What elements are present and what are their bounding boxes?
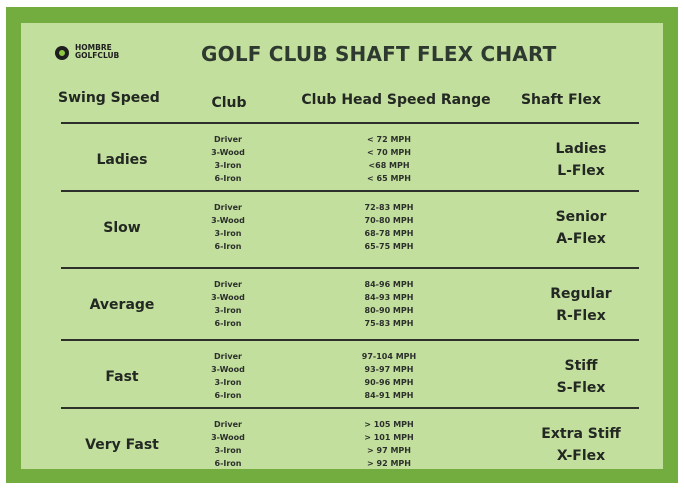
speed-range: 84-91 MPH [364,390,414,400]
table-row [61,192,639,264]
header-club: Club [211,95,247,111]
club-name: 6-Iron [214,318,242,328]
flex-code: A-Flex [556,231,606,247]
speed-range: < 65 MPH [367,173,411,183]
speed-range: 72-83 MPH [364,203,414,213]
brand-line-1: HOMBRE [75,43,112,52]
club-name: 3-Iron [214,229,242,238]
speed-range: > 105 MPH [364,420,414,430]
flex-name: Ladies [555,141,607,157]
club-name: Driver [214,420,242,430]
speed-range: <68 MPH [368,161,410,170]
speed-range: > 92 MPH [367,458,411,468]
flex-code: S-Flex [556,380,606,396]
club-list [197,269,259,341]
speed-range-list [339,409,439,481]
club-name: 3-Iron [214,446,242,455]
speed-range: < 72 MPH [367,135,411,145]
speed-range: 93-97 MPH [364,365,414,375]
brand-line-2: GOLFCLUB [75,51,120,60]
swing-speed-cell: Slow [103,220,141,236]
club-name: 3-Iron [214,378,242,387]
swing-speed-cell: Average [89,297,155,313]
club-list [197,409,259,481]
club-name: Driver [214,203,242,213]
speed-range: 97-104 MPH [361,352,417,362]
club-name: 6-Iron [214,173,242,183]
speed-range: 75-83 MPH [364,318,414,328]
speed-range: 84-96 MPH [364,280,414,290]
speed-range: 68-78 MPH [364,229,414,238]
speed-range: 70-80 MPH [364,216,414,226]
shaft-flex-cell [511,341,651,413]
speed-range: 80-90 MPH [364,306,414,315]
club-name: 3-Wood [211,148,245,158]
club-name: 3-Wood [211,365,245,375]
club-name: 6-Iron [214,458,242,468]
club-list [197,124,259,196]
swing-speed-cell: Very Fast [85,437,159,453]
club-name: 3-Wood [211,293,245,303]
speed-range-list [339,341,439,413]
shaft-flex-cell [511,269,651,341]
header-speed-range: Club Head Speed Range [301,92,491,108]
club-name: 3-Iron [214,306,242,315]
shaft-flex-cell [511,192,651,264]
flex-name: Extra Stiff [541,426,621,442]
club-name: 3-Iron [214,161,242,170]
club-name: 3-Wood [211,433,245,443]
club-list [197,341,259,413]
flex-name: Senior [555,209,607,225]
speed-range-list [339,269,439,341]
flex-code: L-Flex [557,163,605,179]
chart-frame [6,7,678,483]
flex-name: Regular [550,286,612,302]
speed-range: < 70 MPH [367,148,411,158]
table-row [61,409,639,481]
brand-name [75,44,135,60]
table-row [61,269,639,341]
club-list [197,192,259,264]
club-name: 6-Iron [214,390,242,400]
shaft-flex-cell [511,124,651,196]
flex-code: R-Flex [556,308,606,324]
club-name: Driver [214,352,242,362]
table-row [61,341,639,413]
speed-range-list [339,192,439,264]
header-swing-speed: Swing Speed [58,90,160,106]
speed-range: 84-93 MPH [364,293,414,303]
club-name: 6-Iron [214,241,242,251]
shaft-flex-cell [511,409,651,481]
club-name: Driver [214,135,242,145]
header-shaft-flex: Shaft Flex [520,92,602,108]
flex-name: Stiff [564,358,598,374]
club-name: 3-Wood [211,216,245,226]
speed-range: > 97 MPH [367,446,411,455]
speed-range: > 101 MPH [364,433,414,443]
ring-logo-icon [55,46,69,60]
club-name: Driver [214,280,242,290]
speed-range: 90-96 MPH [364,378,414,387]
page-title: GOLF CLUB SHAFT FLEX CHART [201,42,557,66]
table-row [61,124,639,196]
flex-code: X-Flex [556,448,606,464]
swing-speed-cell: Fast [105,369,139,385]
speed-range-list [339,124,439,196]
speed-range: 65-75 MPH [364,241,414,251]
swing-speed-cell: Ladies [96,152,148,168]
chart-card [21,23,663,469]
